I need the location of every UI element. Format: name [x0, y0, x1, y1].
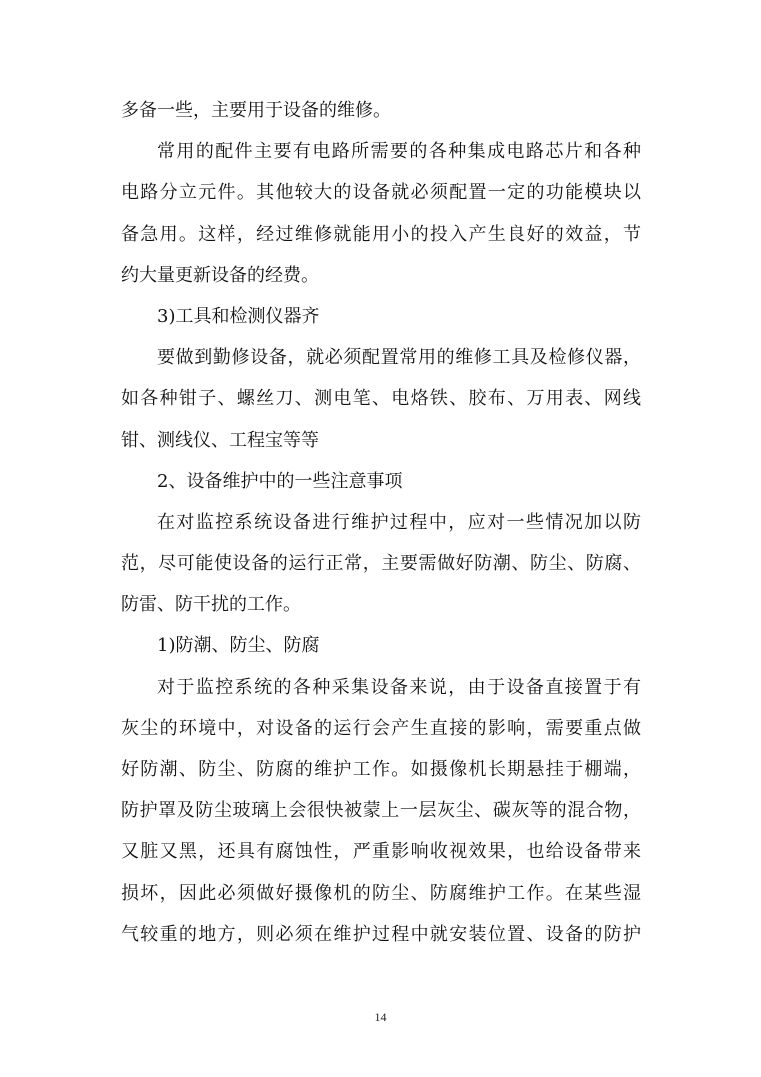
text-line: 损坏，因此必须做好摄像机的防尘、防腐维护工作。在某些湿: [121, 882, 641, 904]
text-line: 气较重的地方，则必须在维护过程中就安装位置、设备的防护: [121, 923, 641, 945]
text-line: 备急用。这样，经过维修就能用小的投入产生良好的效益，节: [121, 223, 641, 245]
text-line: 好防潮、防尘、防腐的维护工作。如摄像机长期悬挂于棚端，: [121, 759, 641, 780]
paragraph-first-line: 在对监控系统设备进行维护过程中，应对一些情况加以防: [157, 511, 641, 533]
section-heading: 2、设备维护中的一些注意事项: [157, 470, 403, 492]
text-line: 又脏又黑，还具有腐蚀性，严重影响收视效果，也给设备带来: [121, 841, 641, 863]
page-number: 14: [374, 1010, 387, 1024]
text-line: 多备一些，主要用于设备的维修。: [121, 100, 391, 121]
text-line: 范，尽可能使设备的运行正常，主要需做好防潮、防尘、防腐、: [121, 553, 641, 575]
text-line: 电路分立元件。其他较大的设备就必须配置一定的功能模块以: [121, 182, 641, 204]
paragraph-first-line: 常用的配件主要有电路所需要的各种集成电路芯片和各种: [157, 141, 641, 163]
subsection-heading: 3)工具和检测仪器齐: [157, 305, 320, 327]
text-line: 灰尘的环境中，对设备的运行会产生直接的影响，需要重点做: [121, 717, 641, 739]
text-line: 防雷、防干扰的工作。: [121, 594, 301, 616]
text-line: 约大量更新设备的经费。: [121, 264, 319, 286]
paragraph-first-line: 要做到勤修设备，就必须配置常用的维修工具及检修仪器，: [157, 347, 641, 369]
text-line: 钳、测线仪、工程宝等等: [121, 429, 319, 451]
text-line: 防护罩及防尘玻璃上会很快被蒙上一层灰尘、碳灰等的混合物，: [121, 800, 641, 822]
subsection-heading: 1)防潮、防尘、防腐: [157, 635, 320, 657]
text-line: 如各种钳子、螺丝刀、测电笔、电烙铁、胶布、万用表、网线: [121, 388, 641, 410]
paragraph-first-line: 对于监控系统的各种采集设备来说，由于设备直接置于有: [157, 676, 641, 698]
body-text: [121, 90, 641, 955]
